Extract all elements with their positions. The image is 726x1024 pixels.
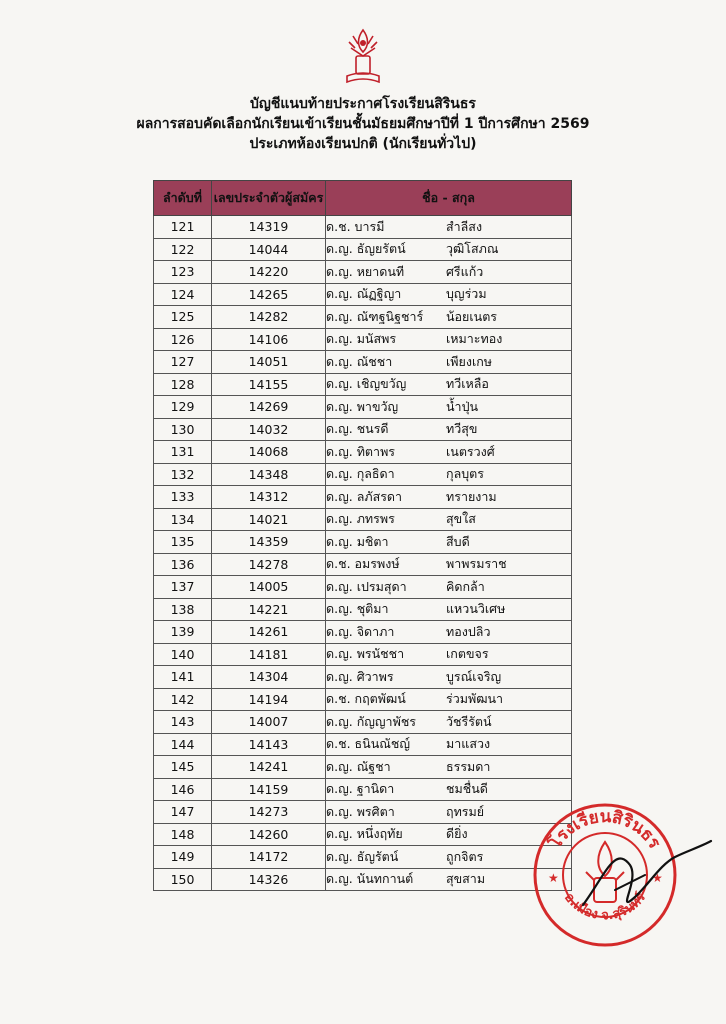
table-row — [154, 486, 572, 509]
column-header-name: ชื่อ - สกุล — [326, 181, 572, 216]
title-line-3: ประเภทห้องเรียนปกติ (นักเรียนทั่วไป) — [249, 136, 477, 152]
row-surname: ฤทรมย์ — [446, 803, 485, 819]
row-surname: ชมชื่นดี — [446, 781, 488, 797]
row-name — [326, 621, 572, 644]
table-row — [154, 261, 572, 284]
row-name — [326, 418, 572, 441]
row-applicant-id: 14172 — [212, 846, 326, 869]
row-order: 138 — [154, 598, 212, 621]
row-surname: ถูกจิตร — [446, 848, 484, 864]
row-surname: พาพรมราช — [446, 556, 507, 572]
table-row — [154, 238, 572, 261]
row-given-name: ด.ญ. หยาดนที — [326, 263, 405, 279]
row-applicant-id: 14282 — [212, 306, 326, 329]
row-order: 144 — [154, 733, 212, 756]
results-table — [153, 180, 572, 891]
table-row — [154, 441, 572, 464]
table-header-row — [154, 181, 572, 216]
document-header — [0, 94, 726, 154]
row-applicant-id: 14312 — [212, 486, 326, 509]
row-applicant-id: 14155 — [212, 373, 326, 396]
row-name — [326, 666, 572, 689]
row-applicant-id: 14021 — [212, 508, 326, 531]
row-applicant-id: 14068 — [212, 441, 326, 464]
table-row — [154, 688, 572, 711]
row-given-name: ด.ญ. ธัญยรัตน์ — [326, 241, 406, 257]
row-given-name: ด.ญ. นันทกานต์ — [326, 871, 414, 887]
row-given-name: ด.ช. ธนินณัชญ์ — [326, 736, 410, 752]
row-name — [326, 351, 572, 374]
row-applicant-id: 14005 — [212, 576, 326, 599]
row-applicant-id: 14261 — [212, 621, 326, 644]
title-line-1: บัญชีแนบท้ายประกาศโรงเรียนสิรินธร — [250, 96, 476, 112]
svg-text:★: ★ — [548, 871, 559, 885]
row-surname: เพียงเกษ — [446, 353, 493, 369]
row-surname: วุฒิโสภณ — [446, 241, 499, 257]
row-name — [326, 283, 572, 306]
row-given-name: ด.ญ. ลภัสรดา — [326, 488, 403, 504]
row-given-name: ด.ญ. ฐานิดา — [326, 781, 395, 797]
row-applicant-id: 14221 — [212, 598, 326, 621]
row-surname: มาแสวง — [446, 736, 491, 752]
row-name — [326, 373, 572, 396]
row-surname: ทวีสุข — [446, 421, 478, 437]
row-name — [326, 508, 572, 531]
row-given-name: ด.ญ. หนึ่งฤทัย — [326, 826, 403, 842]
row-name — [326, 711, 572, 734]
row-name — [326, 238, 572, 261]
row-name — [326, 756, 572, 779]
row-applicant-id: 14220 — [212, 261, 326, 284]
row-given-name: ด.ญ. ทิตาพร — [326, 443, 396, 459]
row-surname: กุลบุตร — [446, 466, 484, 482]
row-given-name: ด.ญ. ณัฑฐนิฐชาร์ — [326, 308, 424, 324]
row-order: 142 — [154, 688, 212, 711]
row-name — [326, 261, 572, 284]
row-order: 135 — [154, 531, 212, 554]
row-applicant-id: 14278 — [212, 553, 326, 576]
row-given-name: ด.ญ. พรนัชชา — [326, 646, 405, 662]
row-applicant-id: 14241 — [212, 756, 326, 779]
table-row — [154, 373, 572, 396]
row-surname: สุขสาม — [446, 871, 486, 887]
table-row — [154, 598, 572, 621]
row-applicant-id: 14032 — [212, 418, 326, 441]
row-surname: บูรณ์เจริญ — [446, 668, 502, 684]
row-order: 137 — [154, 576, 212, 599]
row-order: 133 — [154, 486, 212, 509]
row-order: 141 — [154, 666, 212, 689]
row-given-name: ด.ญ. มนัสพร — [326, 331, 397, 347]
row-name — [326, 463, 572, 486]
row-applicant-id: 14260 — [212, 823, 326, 846]
table-row — [154, 396, 572, 419]
row-order: 147 — [154, 801, 212, 824]
row-given-name: ด.ญ. มชิตา — [326, 533, 389, 549]
row-name — [326, 688, 572, 711]
row-given-name: ด.ญ. ณัฐชา — [326, 758, 391, 774]
row-surname: ทวีเหลือ — [446, 376, 489, 392]
row-order: 146 — [154, 778, 212, 801]
row-surname: สำลีสง — [446, 218, 483, 234]
row-surname: สีบดี — [446, 533, 470, 549]
table-row — [154, 868, 572, 891]
table-row — [154, 463, 572, 486]
row-order: 148 — [154, 823, 212, 846]
row-given-name: ด.ญ. กุลธิดา — [326, 466, 395, 482]
row-given-name: ด.ญ. พรศิตา — [326, 803, 395, 819]
row-surname: น้อยเนตร — [446, 308, 498, 324]
row-order: 139 — [154, 621, 212, 644]
table-row — [154, 643, 572, 666]
row-applicant-id: 14194 — [212, 688, 326, 711]
table-row — [154, 801, 572, 824]
table-row — [154, 756, 572, 779]
table-row — [154, 846, 572, 869]
table-row — [154, 531, 572, 554]
row-order: 126 — [154, 328, 212, 351]
table-row — [154, 666, 572, 689]
row-applicant-id: 14044 — [212, 238, 326, 261]
row-name — [326, 396, 572, 419]
row-applicant-id: 14319 — [212, 216, 326, 239]
row-name — [326, 598, 572, 621]
table-row — [154, 283, 572, 306]
row-applicant-id: 14304 — [212, 666, 326, 689]
row-applicant-id: 14159 — [212, 778, 326, 801]
row-given-name: ด.ช. บารมี — [326, 218, 385, 234]
row-surname: เกตขจร — [446, 646, 489, 662]
row-name — [326, 531, 572, 554]
row-given-name: ด.ญ. เชิญขวัญ — [326, 376, 407, 392]
row-given-name: ด.ญ. เปรมสุดา — [326, 578, 407, 594]
row-given-name: ด.ญ. ศิวาพร — [326, 668, 394, 684]
table-row — [154, 621, 572, 644]
row-name — [326, 553, 572, 576]
row-surname: คิดกล้า — [446, 578, 485, 594]
row-surname: แหวนวิเศษ — [446, 601, 506, 617]
row-order: 121 — [154, 216, 212, 239]
row-applicant-id: 14265 — [212, 283, 326, 306]
row-order: 140 — [154, 643, 212, 666]
table-row — [154, 508, 572, 531]
row-given-name: ด.ญ. จิดาภา — [326, 623, 395, 639]
column-header-applicant-id: เลขประจำตัวผู้สมัคร — [212, 181, 326, 216]
row-given-name: ด.ญ. ณัชชา — [326, 353, 393, 369]
table-row — [154, 306, 572, 329]
row-order: 145 — [154, 756, 212, 779]
row-applicant-id: 14181 — [212, 643, 326, 666]
row-name — [326, 733, 572, 756]
table-row — [154, 351, 572, 374]
row-order: 125 — [154, 306, 212, 329]
title-line-2: ผลการสอบคัดเลือกนักเรียนเข้าเรียนชั้นมัธยมศึกษาปีที่ 1 ปีการศึกษา 2569 — [136, 116, 590, 132]
row-applicant-id: 14359 — [212, 531, 326, 554]
row-given-name: ด.ช. อมรพงษ์ — [326, 556, 400, 572]
row-applicant-id: 14106 — [212, 328, 326, 351]
row-order: 143 — [154, 711, 212, 734]
row-order: 129 — [154, 396, 212, 419]
signature-icon — [575, 835, 715, 925]
seal-text-top: โรงเรียนสิรินธร — [545, 806, 665, 853]
row-applicant-id: 14143 — [212, 733, 326, 756]
row-surname: วัชรีรัตน์ — [446, 713, 492, 729]
table-row — [154, 418, 572, 441]
svg-text:★: ★ — [652, 871, 663, 885]
row-order: 131 — [154, 441, 212, 464]
row-surname: สุขใส — [446, 511, 476, 527]
row-given-name: ด.ญ. ณัฏฐิญา — [326, 286, 402, 302]
row-order: 127 — [154, 351, 212, 374]
row-order: 130 — [154, 418, 212, 441]
table-row — [154, 216, 572, 239]
row-name — [326, 778, 572, 801]
row-surname: ศรีแก้ว — [446, 263, 484, 279]
row-surname: ร่วมพัฒนา — [446, 691, 504, 707]
row-surname: เนตรวงศ์ — [446, 443, 495, 459]
row-name — [326, 306, 572, 329]
table-row — [154, 553, 572, 576]
row-order: 124 — [154, 283, 212, 306]
row-order: 150 — [154, 868, 212, 891]
seal-text-bottom: อ.เมือง จ.สุรินทร์ — [561, 890, 649, 924]
row-surname: น้ำปุ่น — [446, 398, 479, 414]
table-row — [154, 778, 572, 801]
table-row — [154, 823, 572, 846]
row-applicant-id: 14051 — [212, 351, 326, 374]
row-applicant-id: 14007 — [212, 711, 326, 734]
row-name — [326, 328, 572, 351]
row-surname: ทรายงาม — [446, 488, 497, 504]
row-given-name: ด.ญ. ภทรพร — [326, 511, 395, 527]
row-surname: ทองปลิว — [446, 623, 491, 639]
row-given-name: ด.ญ. พาขวัญ — [326, 398, 399, 414]
row-applicant-id: 14273 — [212, 801, 326, 824]
row-given-name: ด.ญ. กัญญาพัชร — [326, 713, 417, 729]
row-order: 149 — [154, 846, 212, 869]
row-order: 123 — [154, 261, 212, 284]
row-name — [326, 576, 572, 599]
row-name — [326, 643, 572, 666]
row-given-name: ด.ญ. ธัญรัตน์ — [326, 848, 399, 864]
row-name — [326, 216, 572, 239]
row-order: 132 — [154, 463, 212, 486]
row-order: 134 — [154, 508, 212, 531]
table-row — [154, 733, 572, 756]
row-name — [326, 441, 572, 464]
row-given-name: ด.ช. กฤตพัฒน์ — [326, 691, 406, 707]
row-order: 128 — [154, 373, 212, 396]
table-row — [154, 328, 572, 351]
column-header-order: ลำดับที่ — [154, 181, 212, 216]
row-given-name: ด.ญ. ชุติมา — [326, 601, 389, 617]
row-name — [326, 486, 572, 509]
school-emblem-icon — [343, 26, 383, 88]
row-surname: บุญร่วม — [446, 286, 487, 302]
row-order: 122 — [154, 238, 212, 261]
row-applicant-id: 14348 — [212, 463, 326, 486]
table-row — [154, 711, 572, 734]
row-surname: ธรรมดา — [446, 758, 491, 774]
table-row — [154, 576, 572, 599]
row-surname: เหมาะทอง — [446, 331, 503, 347]
row-applicant-id: 14326 — [212, 868, 326, 891]
row-order: 136 — [154, 553, 212, 576]
row-surname: ดียิ่ง — [446, 826, 468, 842]
row-applicant-id: 14269 — [212, 396, 326, 419]
row-given-name: ด.ญ. ชนรดี — [326, 421, 389, 437]
